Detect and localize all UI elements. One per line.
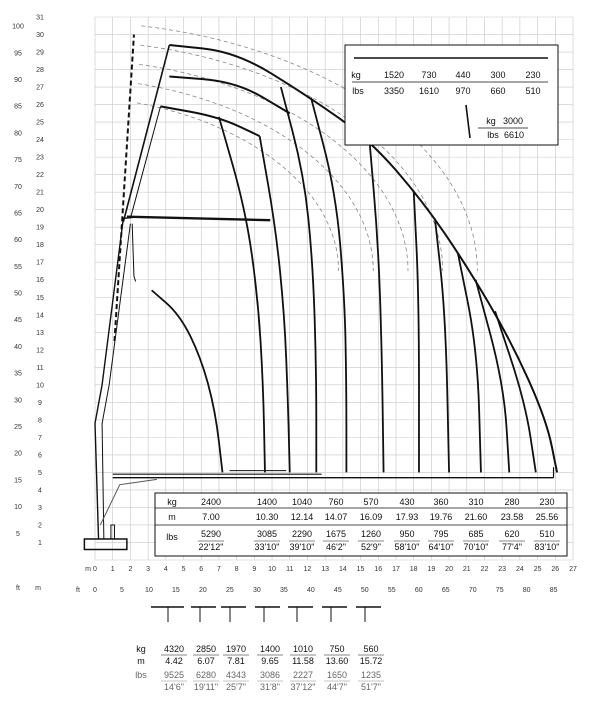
main-table-m: 16.09 [359, 512, 383, 522]
reach-curve [414, 190, 419, 472]
main-table-lbs: 620 [504, 529, 520, 539]
main-table-kg: 280 [504, 497, 520, 507]
crane-base [84, 539, 126, 550]
x-tick-label-m: 5 [181, 566, 186, 573]
jib-hook-lbs: 6610 [503, 130, 525, 140]
x-tick-label-m: 26 [551, 566, 560, 573]
x-tick-label-ft: 30 [252, 587, 261, 594]
x-tick-label-m: 7 [216, 566, 221, 573]
main-table-m: 21.60 [464, 512, 488, 522]
x-tick-label-ft: 65 [441, 587, 450, 594]
y-tick-label-m: 26 [36, 102, 44, 110]
bottom-table-m: 11.58 [292, 656, 314, 666]
x-tick-label-ft: 10 [145, 587, 153, 594]
x-tick-label-ft: 15 [172, 587, 180, 594]
main-table-kg: 1040 [291, 497, 313, 507]
reach-curve [219, 117, 265, 473]
x-tick-label-m: 15 [356, 566, 365, 573]
x-tick-label-m: 0 [93, 566, 97, 573]
y-tick-label-m: 15 [36, 294, 44, 302]
jib-table-kg: 730 [421, 70, 437, 80]
bottom-table-row-label: kg [136, 644, 146, 654]
bottom-table-row-label: m [137, 656, 145, 666]
y-tick-label-ft: 40 [14, 343, 22, 351]
bottom-table-ft: 31'8" [260, 682, 280, 692]
x-tick-label-m: 19 [427, 566, 436, 573]
bottom-table-m: 4.42 [165, 656, 183, 666]
y-tick-label-m: 19 [36, 224, 44, 232]
y-tick-label-m: 5 [38, 469, 42, 477]
main-table-lbs: 3085 [256, 529, 278, 539]
x-tick-label-ft: 55 [387, 587, 396, 594]
y-tick-label-m: 30 [36, 32, 44, 40]
x-tick-label-ft: 0 [93, 587, 97, 594]
jib-table-kg: 1520 [383, 70, 405, 80]
y-tick-label-ft: 35 [14, 370, 22, 378]
y-tick-label-ft: 75 [14, 157, 22, 165]
y-tick-label-m: 4 [38, 487, 42, 495]
x-tick-label-ft: 70 [468, 587, 477, 594]
main-table-lbs: 795 [433, 529, 449, 539]
x-tick-label-m: 11 [286, 566, 294, 573]
reach-curve [152, 290, 223, 472]
main-table-ft: 70'10" [463, 542, 489, 552]
y-tick-label-ft: 45 [14, 317, 22, 325]
x-tick-label-m: 12 [303, 566, 312, 573]
main-table-m: 14.07 [324, 512, 348, 522]
x-tick-label-m: 4 [163, 566, 168, 573]
x-tick-label-m: 14 [338, 566, 347, 573]
main-table-lbs: 1260 [360, 529, 382, 539]
x-tick-label-m: 16 [374, 566, 383, 573]
y-tick-label-ft: 25 [14, 424, 22, 432]
bottom-table-m: 15.72 [359, 656, 383, 666]
jib-table-lbs: 1610 [418, 86, 440, 96]
x-tick-label-m: 3 [146, 566, 151, 573]
y-tick-label-ft: 20 [14, 450, 22, 458]
boom-envelope-mid [169, 77, 289, 114]
main-table-m: 25.56 [535, 512, 559, 522]
main-table-lbs: 950 [399, 529, 415, 539]
y-tick-label-ft: 10 [14, 504, 22, 512]
bottom-table-kg: 560 [363, 644, 379, 654]
bottom-table-kg: 1970 [225, 644, 247, 654]
y-tick-label-m: 10 [36, 382, 44, 390]
y-tick-label-m: 16 [36, 277, 44, 285]
boom-envelope-inner [161, 106, 260, 136]
main-table-kg: 2400 [200, 497, 222, 507]
x-tick-label-ft: 40 [306, 587, 315, 594]
main-table-ft: 64'10" [428, 542, 454, 552]
main-table-ft: 52'9" [361, 542, 381, 552]
y-tick-label-ft: 50 [14, 290, 22, 298]
main-table-kg: 570 [363, 497, 379, 507]
x-tick-label-ft: 85 [549, 587, 558, 594]
bottom-table-ft: 44'7" [327, 682, 347, 692]
crane-folded-arm [100, 479, 157, 525]
y-tick-label-ft: 65 [14, 210, 22, 218]
x-tick-label-m: 27 [569, 566, 577, 573]
bottom-table-ft: 51'7" [361, 682, 381, 692]
bottom-table-m: 7.81 [227, 656, 245, 666]
bottom-table-kg: 750 [329, 644, 345, 654]
main-table-m: 7.00 [202, 512, 220, 522]
main-table-m: 23.58 [500, 512, 524, 522]
x-tick-label-ft: 25 [226, 587, 234, 594]
main-table-kg: 760 [328, 497, 344, 507]
x-tick-label-ft: 35 [279, 587, 288, 594]
main-table-lbs: 510 [539, 529, 555, 539]
x-tick-label-m: 2 [128, 566, 133, 573]
jib-table-kg: 300 [490, 70, 506, 80]
reach-curve [495, 311, 536, 472]
bottom-table-m: 6.07 [197, 656, 215, 666]
y-tick-label-m: 24 [36, 137, 44, 145]
jib-table-row-label: kg [351, 70, 361, 80]
x-tick-label-m: 8 [234, 566, 239, 573]
y-tick-label-ft: 80 [14, 130, 22, 138]
main-table-row-label: kg [167, 497, 177, 507]
x-tick-label-ft: 60 [414, 587, 423, 594]
main-table-lbs: 5290 [200, 529, 222, 539]
x-tick-label-m: 6 [199, 566, 204, 573]
y-tick-label-m: 13 [36, 329, 44, 337]
y-tick-label-ft: 90 [14, 76, 22, 84]
y-tick-label-m: 14 [36, 312, 44, 320]
crane-upper-boom-inner [130, 106, 160, 218]
jib-hook-kg: 3000 [502, 116, 524, 126]
y-tick-label-ft: 85 [14, 103, 22, 111]
x-tick-label-m: 1 [110, 566, 115, 573]
jib-table-lbs: 3350 [383, 86, 405, 96]
bottom-table-m: 13.60 [325, 656, 349, 666]
jib-table-kg: 440 [455, 70, 471, 80]
y-tick-label-m: 31 [36, 14, 44, 22]
x-tick-label-m: 25 [533, 566, 542, 573]
y-tick-label-m: 17 [36, 259, 44, 267]
y-tick-label-ft: 70 [14, 183, 22, 191]
y-tick-label-m: 22 [36, 172, 44, 180]
x-tick-label-ft: 5 [120, 587, 124, 594]
jib-table-lbs: 970 [455, 86, 471, 96]
main-table-lbs: 1675 [325, 529, 347, 539]
x-tick-label-m: 20 [445, 566, 453, 573]
bottom-table-lbs: 1235 [360, 670, 382, 680]
boom-clearance-line [114, 35, 133, 342]
y-tick-label-m: 7 [38, 434, 42, 442]
y-tick-label-m: 25 [36, 119, 44, 127]
main-table-lbs: 2290 [291, 529, 313, 539]
x-tick-label-ft: 20 [199, 587, 207, 594]
main-table-kg: 230 [539, 497, 555, 507]
y-tick-label-ft: 15 [14, 477, 22, 485]
x-tick-label-m: 18 [409, 566, 418, 573]
bottom-table-lbs: 4343 [225, 670, 247, 680]
y-tick-label-m: 2 [38, 522, 42, 530]
jib-table-row-label: lbs [352, 86, 364, 96]
x-tick-label-ft: 45 [333, 587, 342, 594]
x-tick-label-m: 24 [515, 566, 524, 573]
jib-table-lbs: 660 [490, 86, 506, 96]
main-table-kg: 360 [433, 497, 449, 507]
y-tick-label-m: 20 [36, 207, 44, 215]
main-table-ft: 77'4" [502, 542, 522, 552]
x-tick-label-m: 17 [392, 566, 400, 573]
y-tick-label-m: 6 [38, 452, 42, 460]
bottom-table-ft: 25'7" [226, 682, 246, 692]
x-tick-label-ft: 80 [522, 587, 531, 594]
x-tick-label-m: 22 [480, 566, 489, 573]
x-tick-label-m: 10 [268, 566, 276, 573]
y-tick-label-ft: 60 [14, 237, 22, 245]
bottom-table-ft: 19'11" [193, 682, 219, 692]
x-tick-label-ft: 75 [495, 587, 504, 594]
y-tick-label-m: 21 [36, 189, 44, 197]
main-table-m: 17.93 [395, 512, 419, 522]
y-tick-label-m: 9 [38, 399, 42, 407]
y-tick-label-m: 18 [36, 242, 44, 250]
main-table-kg: 1400 [256, 497, 278, 507]
main-table-m: 10.30 [255, 512, 279, 522]
jib-table-kg: 230 [525, 70, 541, 80]
bottom-table-lbs: 3086 [259, 670, 281, 680]
bottom-table-kg: 1400 [259, 644, 281, 654]
main-table-ft: 22'12" [198, 542, 224, 552]
y-tick-label-m: 11 [36, 364, 44, 372]
y-tick-label-ft: 30 [14, 397, 22, 405]
y-tick-label-m: 12 [36, 347, 44, 355]
bottom-table-lbs: 9525 [163, 670, 185, 680]
x-unit-m: m [85, 566, 91, 573]
y-unit-ft: ft [16, 585, 20, 592]
main-table-ft: 83'10" [534, 542, 560, 552]
y-tick-label-m: 1 [38, 539, 42, 547]
y-tick-label-ft: 5 [16, 530, 20, 538]
reach-curve [369, 140, 383, 473]
bottom-table-lbs: 1650 [326, 670, 348, 680]
main-table-ft: 58'10" [394, 542, 420, 552]
y-tick-label-m: 28 [36, 67, 44, 75]
y-tick-label-m: 29 [36, 49, 44, 57]
jib-table-lbs: 510 [525, 86, 541, 96]
main-table-m: 19.76 [429, 512, 453, 522]
bottom-table-ft: 14'6" [164, 682, 184, 692]
bottom-table-ft: 37'12" [290, 682, 316, 692]
main-table-kg: 430 [399, 497, 415, 507]
bottom-table-lbs: 2227 [292, 670, 314, 680]
y-tick-label-m: 27 [36, 84, 44, 92]
bottom-table-row-label: lbs [135, 670, 147, 680]
bottom-table-kg: 1010 [292, 644, 314, 654]
x-tick-label-m: 13 [321, 566, 330, 573]
jib-hook-lbs-label: lbs [487, 130, 499, 140]
y-tick-label-ft: 100 [12, 23, 24, 31]
y-tick-label-m: 3 [38, 504, 42, 512]
main-table-lbs: 685 [468, 529, 484, 539]
x-unit-ft: ft [76, 587, 80, 594]
crane-hook [132, 224, 136, 282]
main-table-ft: 46'2" [326, 542, 346, 552]
x-tick-label-m: 21 [462, 566, 471, 573]
main-table-kg: 310 [468, 497, 484, 507]
main-table-ft: 39'10" [289, 542, 315, 552]
x-tick-label-m: 23 [498, 566, 507, 573]
y-tick-label-ft: 55 [14, 263, 22, 271]
bottom-table-lbs: 6280 [195, 670, 217, 680]
y-unit-m: m [35, 585, 41, 592]
main-table-row-label: lbs [166, 532, 178, 542]
bottom-table-kg: 2850 [195, 644, 217, 654]
x-tick-label-m: 9 [252, 566, 257, 573]
main-table-m: 12.14 [290, 512, 314, 522]
jib-hook-kg-label: kg [486, 116, 496, 126]
main-table-row-label: m [168, 512, 176, 522]
y-tick-label-m: 8 [38, 417, 42, 425]
y-tick-label-m: 23 [36, 154, 44, 162]
bottom-table-kg: 4320 [163, 644, 185, 654]
main-table-ft: 33'10" [254, 542, 280, 552]
bottom-table-m: 9.65 [261, 656, 279, 666]
x-tick-label-ft: 50 [360, 587, 369, 594]
y-tick-label-ft: 95 [14, 50, 22, 58]
